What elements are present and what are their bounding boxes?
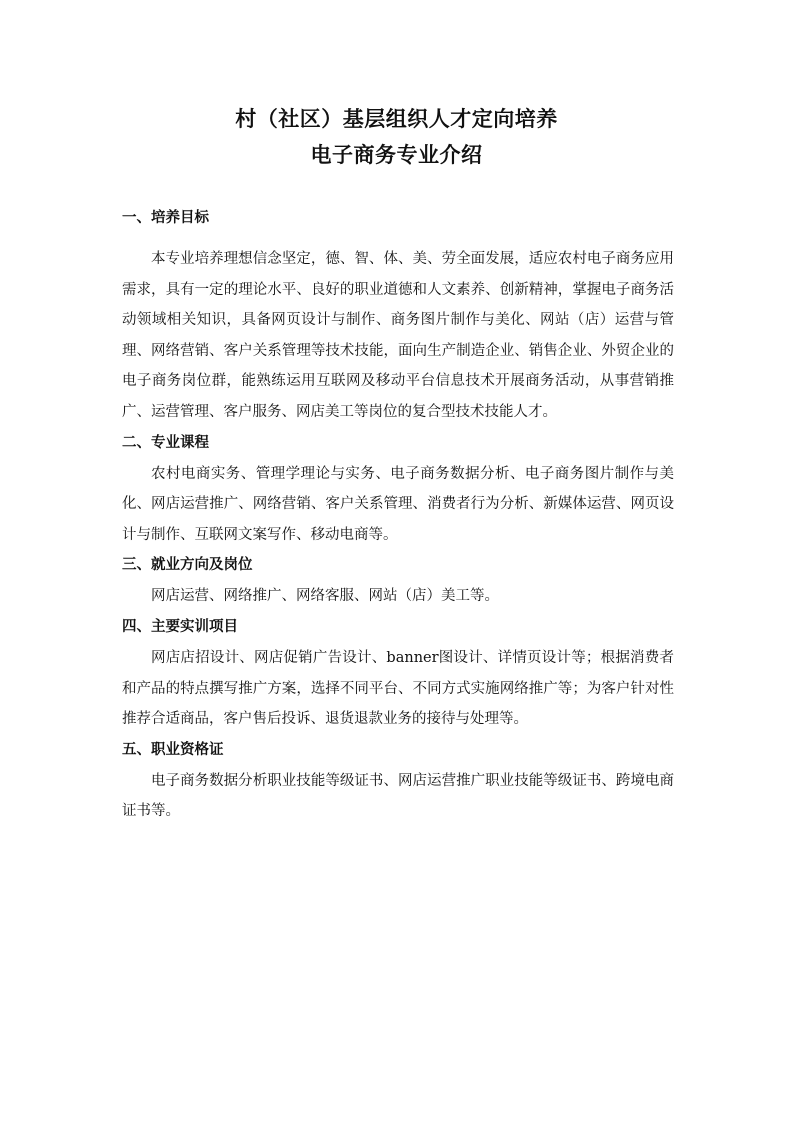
document-body (122, 203, 674, 827)
section-text-training-projects: 网店店招设计、网店促销广告设计、banner图设计、详情页设计等；根据消费者和产品的特点撰写推广方案，选择不同平台、不同方式实施网络推广等；为客户针对性推荐合适商品，客户售后投诉、退货退款业务的接待与处理等。 (122, 649, 674, 728)
title-line-2: 电子商务专业介绍 (310, 143, 483, 167)
section-text-courses: 农村电商实务、管理学理论与实务、电子商务数据分析、电子商务图片制作与美化、网店运营推广、网络营销、客户关系管理、消费者行为分析、新媒体运营、网页设计与制作、互联网文案写作、移动电商等。 (122, 465, 674, 543)
title-line-1: 村（社区）基层组织人才定向培养 (235, 107, 558, 131)
section-text-certificates: 电子商务数据分析职业技能等级证书、网店运营推广职业技能等级证书、跨境电商证书等。 (122, 772, 674, 820)
section-heading-training-goal: 一、培养目标 (122, 210, 209, 226)
section-text-careers: 网店运营、网络推广、网络客服、网站（店）美工等。 (151, 588, 499, 605)
document-title (0, 101, 793, 173)
section-heading-training-projects: 四、主要实训项目 (122, 618, 238, 635)
section-heading-careers: 三、就业方向及岗位 (122, 557, 253, 574)
section-heading-certificates: 五、职业资格证 (122, 741, 224, 758)
section-heading-courses: 二、专业课程 (122, 434, 209, 451)
section-text-training-goal: 本专业培养理想信念坚定，德、智、体、美、劳全面发展，适应农村电子商务应用需求，具有一定的理论水平、良好的职业道德和人文素养、创新精神，掌握电子商务活动领域相关知识，具备网页设计与制作、商务图片制作与美化、网站（店）运营与管理、网络营销、客户关系管理等技术技能，面向生产制造企业、销售企业、外贸企业的电子商务岗位群，能熟练运用互联网及移动平台信息技术开展商务活动，从事营销推广、运营管理、客户服务、网店美工等岗位的复合型技术技能人才。 (122, 251, 674, 420)
